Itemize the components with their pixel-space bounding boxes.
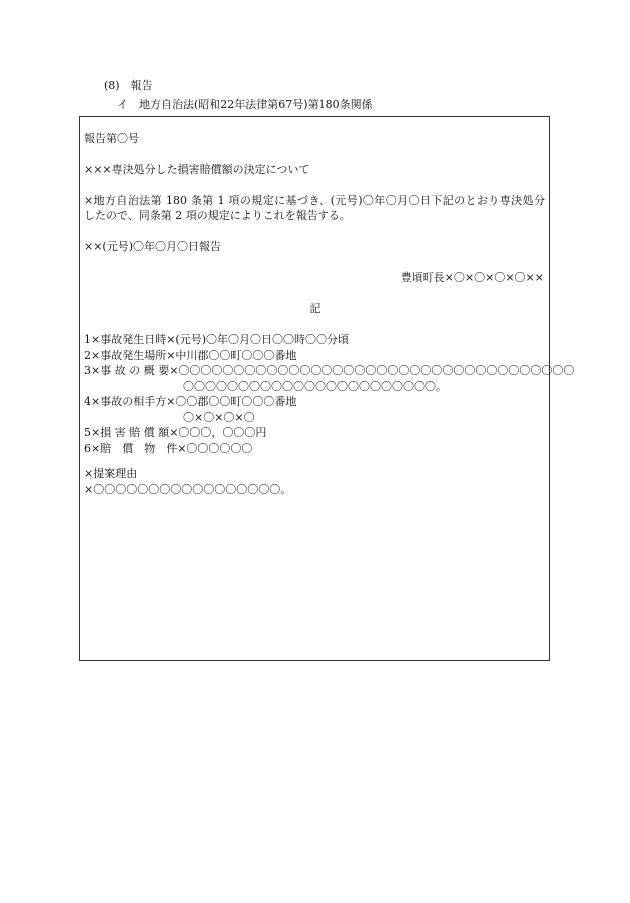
item-counterparty: 4×事故の相手方×〇〇郡〇〇町〇〇〇番地 (84, 395, 297, 408)
section-heading: (8) 報告 (104, 79, 153, 92)
item-summary: 3×事 故 の 概 要×〇〇〇〇〇〇〇〇〇〇〇〇〇〇〇〇〇〇〇〇〇〇〇〇〇〇〇〇〇〇〇〇〇〇〇〇 (84, 364, 575, 377)
subsection-heading: イ 地方自治法(昭和22年法律第67号)第180条関係 (117, 98, 373, 111)
item-damages: 5×損 害 賠 償 額×〇〇〇，〇〇〇円 (84, 426, 267, 439)
item-property: 6×賠 償 物 件×〇〇〇〇〇〇 (84, 442, 253, 455)
report-number: 報告第〇号 (84, 132, 139, 145)
report-date: ××(元号)〇年〇月〇日報告 (84, 240, 222, 253)
reason-text: ×〇〇〇〇〇〇〇〇〇〇〇〇〇〇〇〇〇。 (84, 483, 292, 496)
item-datetime: 1×事故発生日時×(元号)〇年〇月〇日〇〇時〇〇分頃 (84, 333, 350, 346)
ki-label: 記 (309, 302, 321, 315)
body-text-line-1: ×地方自治法第 180 条第 1 項の規定に基づき、(元号)〇年〇月〇日下記のとおり専決処分 (84, 194, 545, 207)
report-subject: ×××専決処分した損害賠償額の決定について (84, 163, 310, 176)
item-summary-continued: 〇〇〇〇〇〇〇〇〇〇〇〇〇〇〇〇〇〇〇〇〇〇〇。 (183, 380, 447, 393)
item-counterparty-name: 〇×〇×〇×〇 (183, 411, 255, 424)
signatory: 豊頃町長×〇×〇×〇×〇×× (400, 271, 544, 284)
item-location: 2×事故発生場所×中川郡〇〇町〇〇〇番地 (84, 349, 297, 362)
body-text-line-2: したので、同条第 2 項の規定によりこれを報告する。 (84, 209, 351, 222)
reason-label: ×提案理由 (84, 467, 138, 480)
